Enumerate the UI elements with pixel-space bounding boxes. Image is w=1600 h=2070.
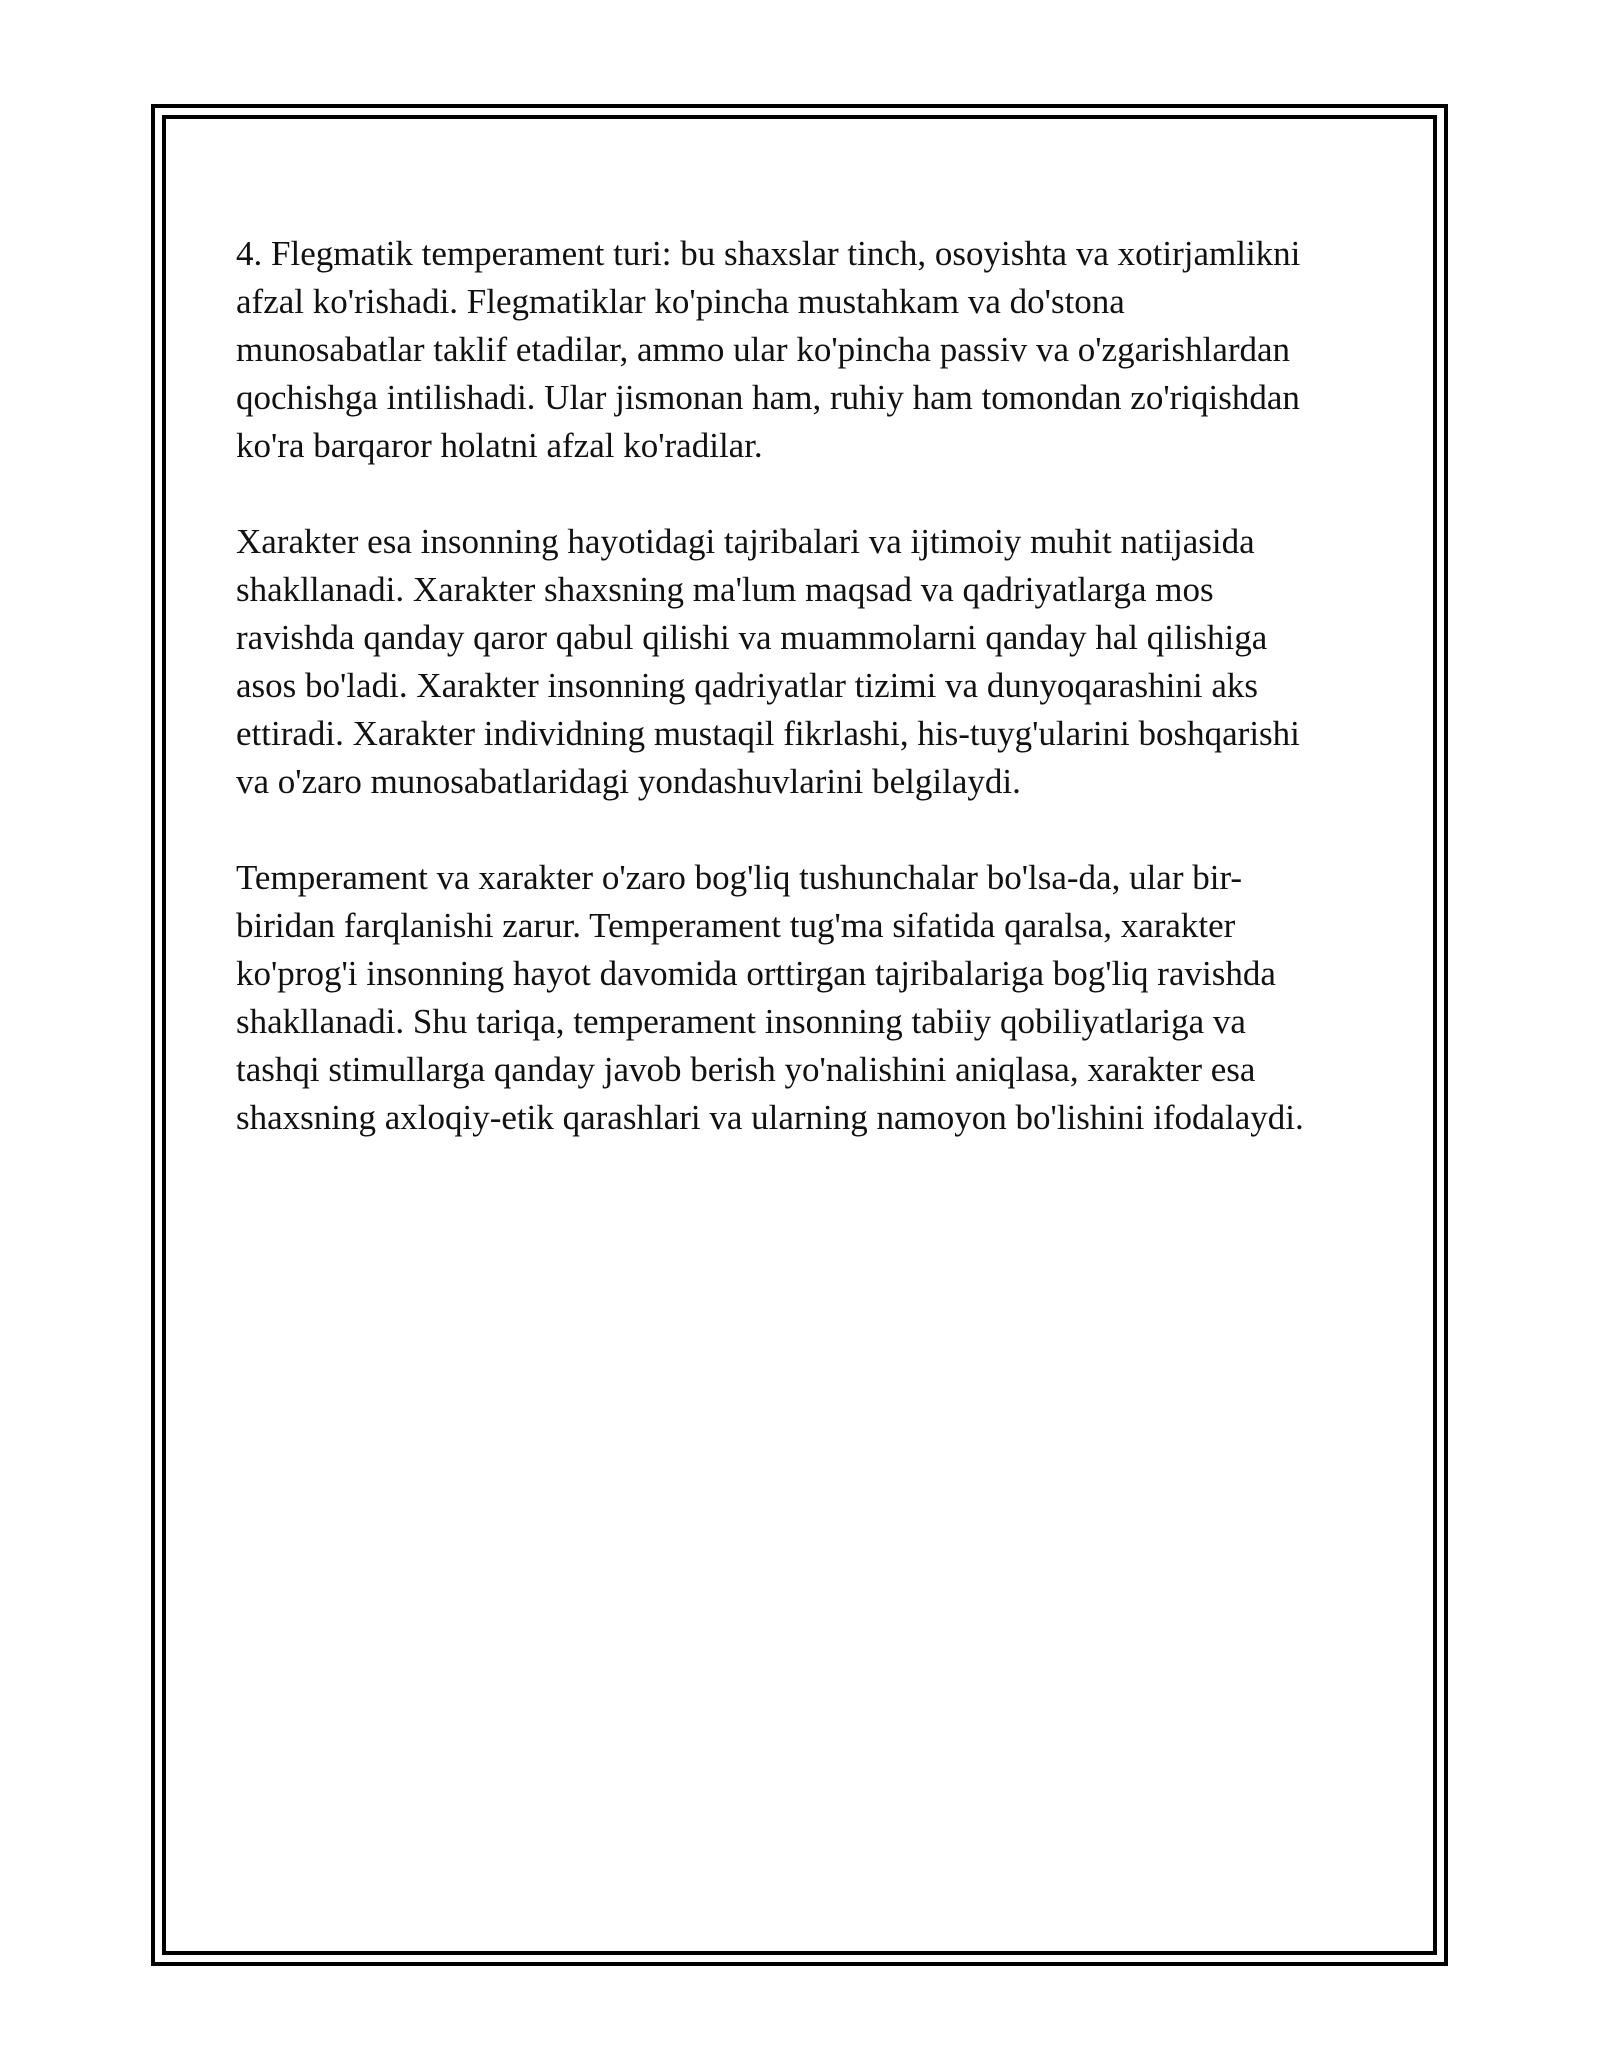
text-line: 4. Flegmatik temperament turi: bu shaxslar tinch, osoyishta va xotirjamlikni	[236, 234, 1301, 273]
text-line: asos bo'ladi. Xarakter insonning qadriyatlar tizimi va dunyoqarashini aks	[236, 666, 1259, 705]
text-line: tashqi stimullarga qanday javob berish yo'nalishini aniqlasa, xarakter esa	[236, 1050, 1256, 1089]
text-line: shaxsning axloqiy-etik qarashlari va ularning namoyon bo'lishini ifodalaydi.	[236, 1098, 1304, 1137]
text-line: shakllanadi. Shu tariqa, temperament insonning tabiiy qobiliyatlariga va	[236, 1002, 1246, 1041]
paragraph-character	[236, 518, 1366, 806]
text-line: ko'ra barqaror holatni afzal ko'radilar.	[236, 426, 763, 465]
text-line: shakllanadi. Xarakter shaxsning ma'lum maqsad va qadriyatlarga mos	[236, 570, 1214, 609]
text-line: ravishda qanday qaror qabul qilishi va muammolarni qanday hal qilishiga	[236, 618, 1268, 657]
paragraph-comparison	[236, 854, 1366, 1142]
text-line: qochishga intilishadi. Ular jismonan ham, ruhiy ham tomondan zo'riqishdan	[236, 378, 1300, 417]
text-line: munosabatlar taklif etadilar, ammo ular ko'pincha passiv va o'zgarishlardan	[236, 330, 1291, 369]
text-line: Xarakter esa insonning hayotidagi tajribalari va ijtimoiy muhit natijasida	[236, 522, 1255, 561]
paragraph-phlegmatic	[236, 230, 1366, 470]
text-line: Temperament va xarakter o'zaro bog'liq tushunchalar bo'lsa-da, ular bir-	[236, 858, 1243, 897]
text-line: ettiradi. Xarakter individning mustaqil fikrlashi, his-tuyg'ularini boshqarishi	[236, 714, 1300, 753]
text-line: ko'prog'i insonning hayot davomida orttirgan tajribalariga bog'liq ravishda	[236, 954, 1276, 993]
text-line: va o'zaro munosabatlaridagi yondashuvlarini belgilaydi.	[236, 762, 1021, 801]
text-line: biridan farqlanishi zarur. Temperament tug'ma sifatida qaralsa, xarakter	[236, 906, 1236, 945]
text-line: afzal ko'rishadi. Flegmatiklar ko'pincha mustahkam va do'stona	[236, 282, 1125, 321]
document-body	[236, 230, 1366, 1190]
